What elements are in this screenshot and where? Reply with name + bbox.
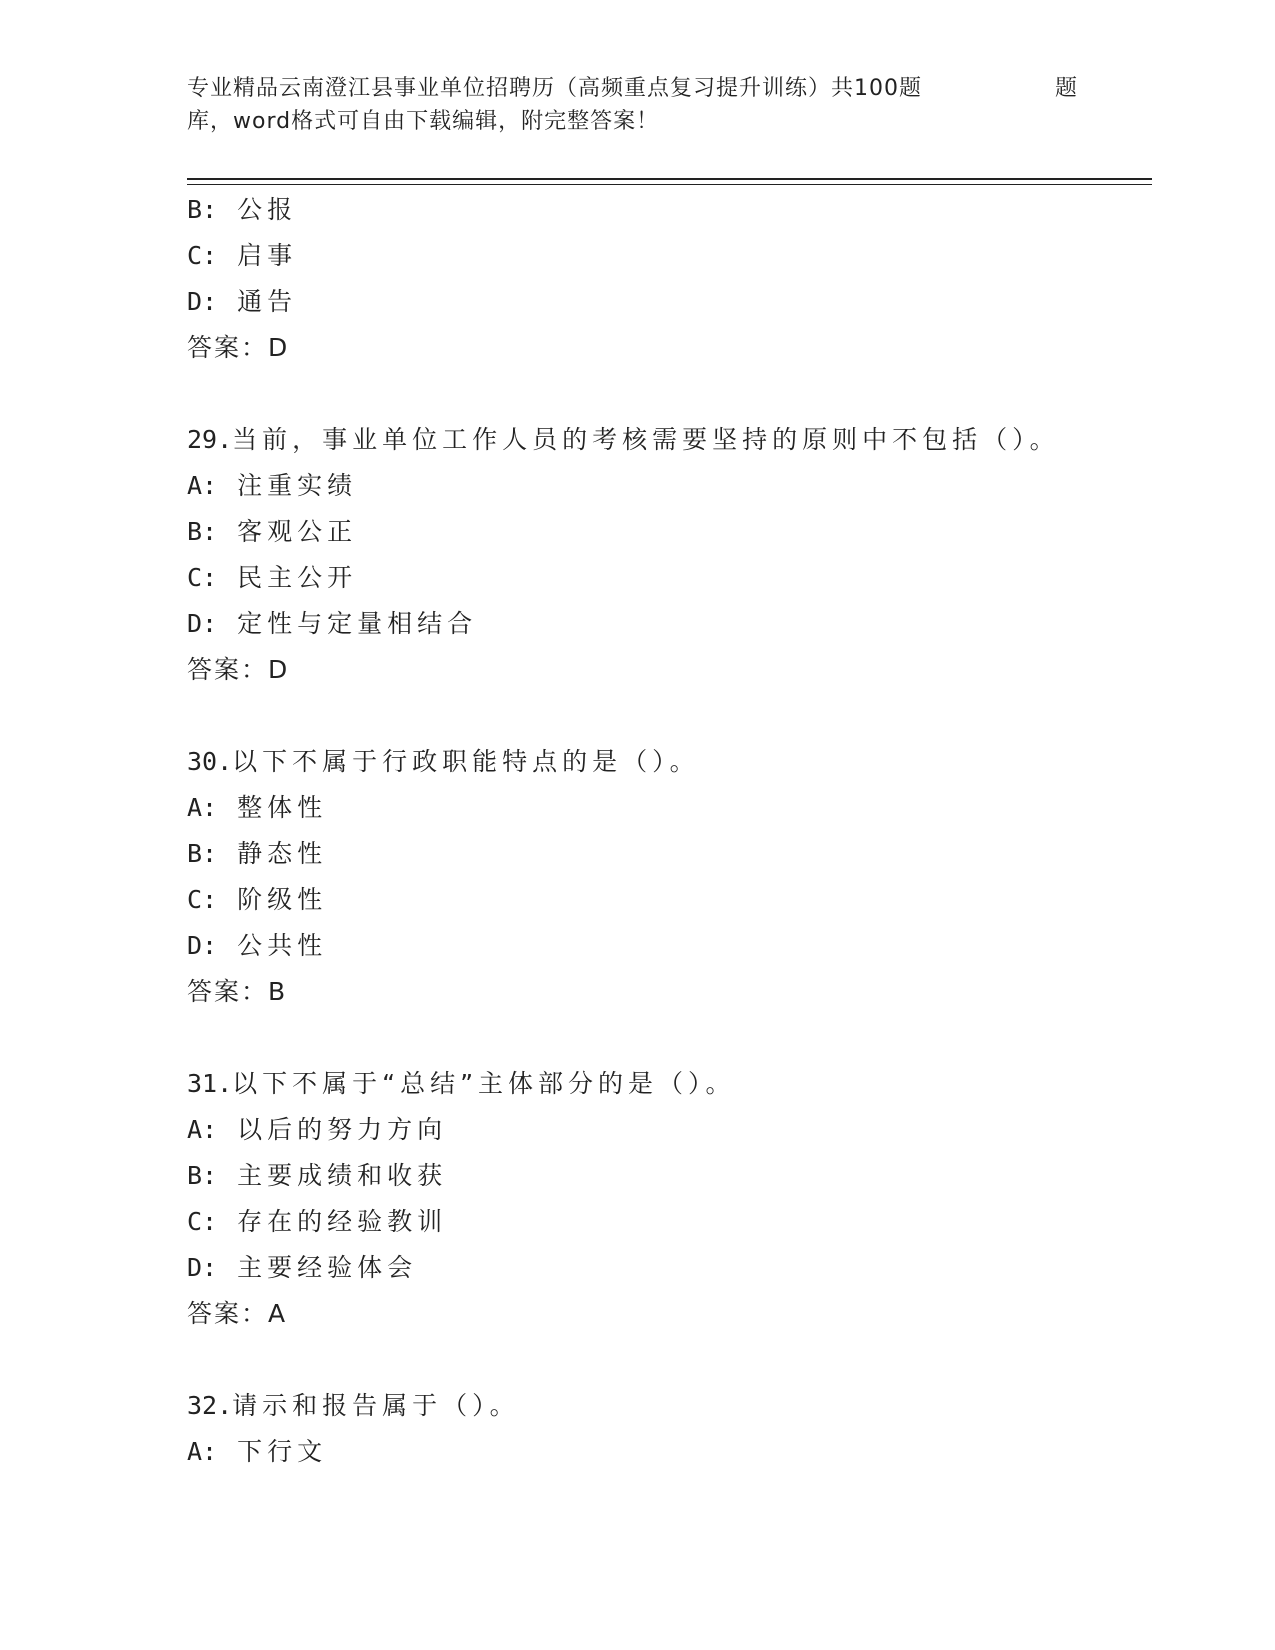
question-block-31 xyxy=(187,1061,1147,1337)
option-label: A: xyxy=(187,471,218,500)
option-d xyxy=(187,923,1147,969)
option-text: 以后的努力方向 xyxy=(237,1115,448,1144)
block-spacer xyxy=(187,1015,1147,1061)
option-text: 主要经验体会 xyxy=(237,1253,418,1282)
answer-line: 答案：D xyxy=(187,333,290,362)
option-c xyxy=(187,877,1147,923)
question-text xyxy=(187,1061,1147,1107)
question-text xyxy=(187,417,1147,463)
option-c xyxy=(187,233,1147,279)
option-b xyxy=(187,187,1147,233)
option-label: D: xyxy=(187,1253,218,1282)
option-a xyxy=(187,785,1147,831)
option-d xyxy=(187,279,1147,325)
option-label: C: xyxy=(187,563,218,592)
question-number: 30. xyxy=(187,747,233,776)
option-a xyxy=(187,463,1147,509)
question-text xyxy=(187,739,1147,785)
header-title: 专业精品云南澄江县事业单位招聘历（高频重点复习提升训练）共100题 xyxy=(187,76,922,101)
question-stem: 以下不属于“总结”主体部分的是（）。 xyxy=(232,1069,736,1098)
option-text: 下行文 xyxy=(237,1437,328,1466)
header-divider-thin xyxy=(187,184,1152,185)
question-stem: 请示和报告属于（）。 xyxy=(232,1391,520,1420)
header-line-2: 库，word格式可自由下载编辑，附完整答案！ xyxy=(187,109,660,134)
block-spacer xyxy=(187,1337,1147,1383)
option-text: 存在的经验教训 xyxy=(237,1207,448,1236)
question-list xyxy=(187,187,1147,1475)
option-label: C: xyxy=(187,241,218,270)
question-number: 29. xyxy=(187,425,233,454)
option-d xyxy=(187,1245,1147,1291)
option-a xyxy=(187,1429,1147,1475)
option-label: A: xyxy=(187,793,218,822)
document-header xyxy=(187,72,1107,138)
question-number: 32. xyxy=(187,1391,233,1420)
option-text: 启事 xyxy=(237,241,298,270)
option-b xyxy=(187,1153,1147,1199)
option-c xyxy=(187,1199,1147,1245)
option-text: 公报 xyxy=(237,195,298,224)
option-text: 公共性 xyxy=(237,931,328,960)
option-text: 注重实绩 xyxy=(237,471,358,500)
header-line-1 xyxy=(187,72,1107,105)
question-block-32 xyxy=(187,1383,1147,1475)
option-text: 主要成绩和收获 xyxy=(237,1161,448,1190)
option-text: 阶级性 xyxy=(237,885,328,914)
option-label: D: xyxy=(187,931,218,960)
option-text: 民主公开 xyxy=(237,563,358,592)
option-label: A: xyxy=(187,1437,218,1466)
question-stem: 以下不属于行政职能特点的是（）。 xyxy=(232,747,700,776)
option-text: 客观公正 xyxy=(237,517,358,546)
header-divider-thick xyxy=(187,178,1152,180)
option-text: 静态性 xyxy=(237,839,328,868)
option-label: B: xyxy=(187,517,218,546)
block-spacer xyxy=(187,693,1147,739)
option-label: D: xyxy=(187,609,218,638)
question-block-28 xyxy=(187,187,1147,371)
option-text: 通告 xyxy=(237,287,298,316)
question-number: 31. xyxy=(187,1069,233,1098)
answer-line: 答案：B xyxy=(187,977,288,1006)
option-b xyxy=(187,509,1147,555)
question-block-29 xyxy=(187,417,1147,693)
option-label: C: xyxy=(187,1207,218,1236)
question-stem: 当前，事业单位工作人员的考核需要坚持的原则中不包括（）。 xyxy=(232,425,1060,454)
option-label: B: xyxy=(187,839,218,868)
option-b xyxy=(187,831,1147,877)
answer-line: 答案：A xyxy=(187,1299,288,1328)
option-label: B: xyxy=(187,1161,218,1190)
header-title-tail: 题 xyxy=(1055,76,1079,101)
option-text: 整体性 xyxy=(237,793,328,822)
option-label: D: xyxy=(187,287,218,316)
block-spacer xyxy=(187,371,1147,417)
answer-line: 答案：D xyxy=(187,655,290,684)
question-text xyxy=(187,1383,1147,1429)
option-label: B: xyxy=(187,195,218,224)
option-d xyxy=(187,601,1147,647)
option-label: C: xyxy=(187,885,218,914)
question-block-30 xyxy=(187,739,1147,1015)
option-c xyxy=(187,555,1147,601)
option-text: 定性与定量相结合 xyxy=(237,609,478,638)
option-a xyxy=(187,1107,1147,1153)
option-label: A: xyxy=(187,1115,218,1144)
